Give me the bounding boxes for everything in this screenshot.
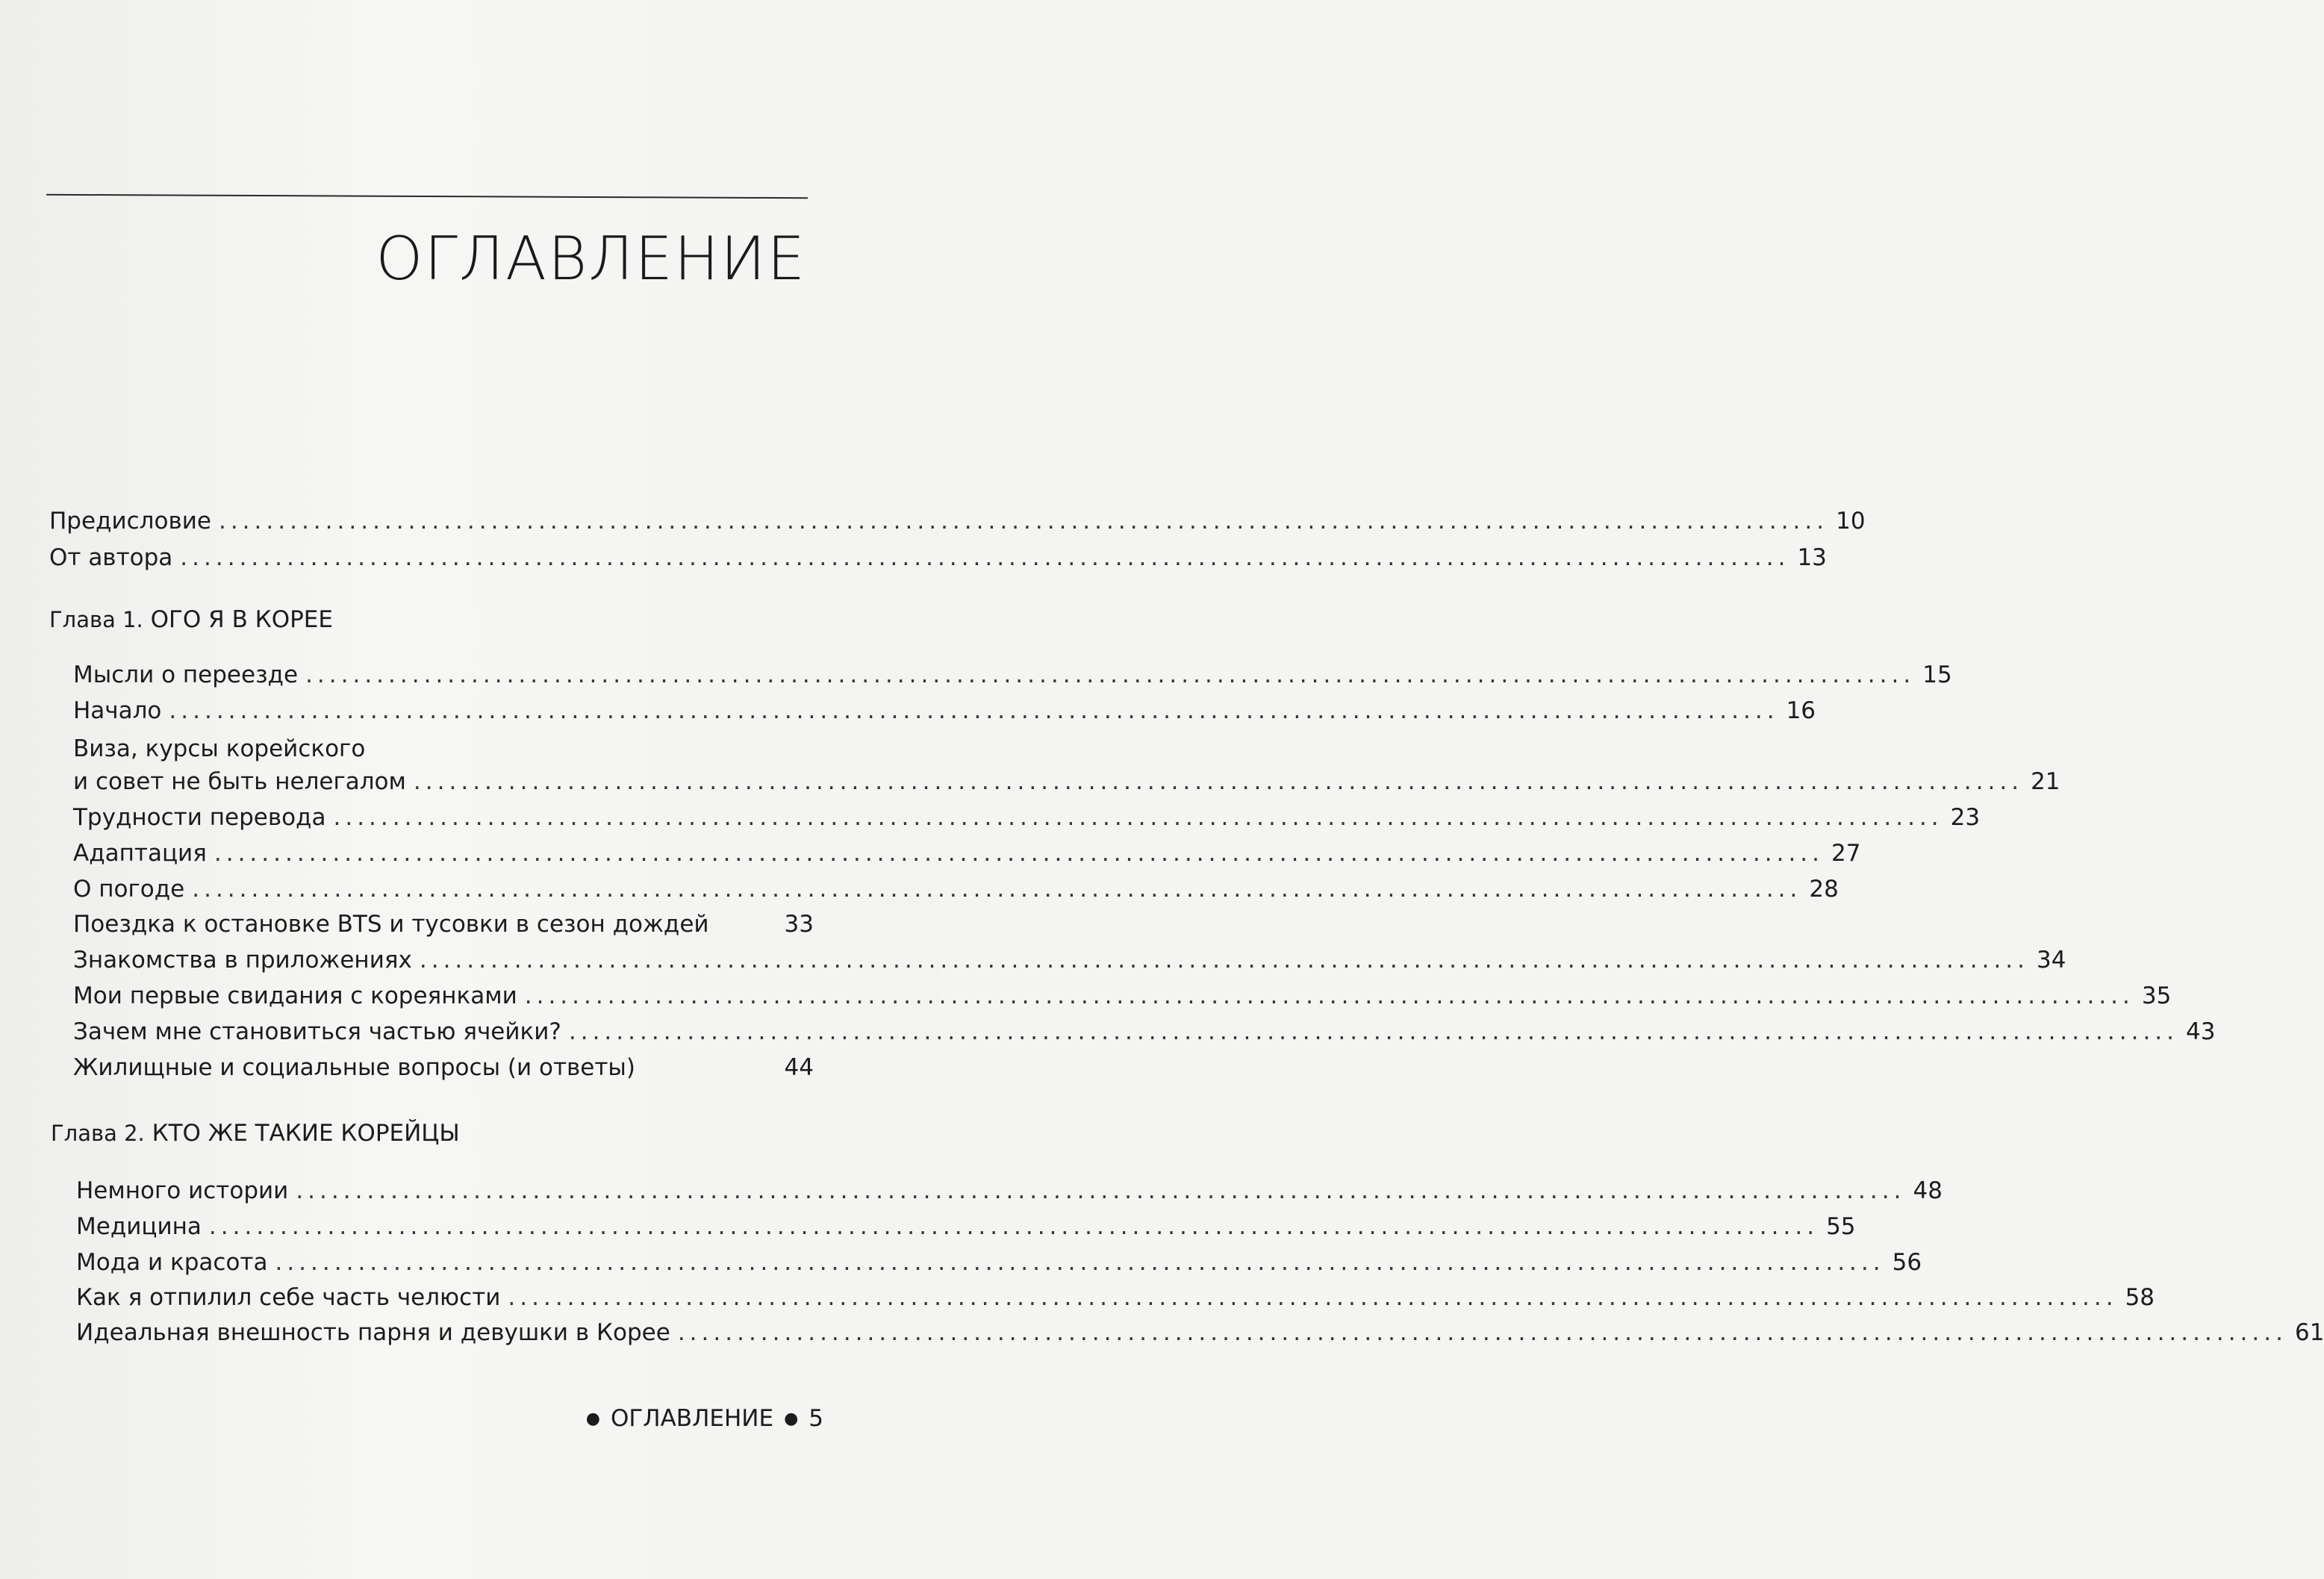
toc-entry-label: Мода и красота	[76, 1249, 268, 1276]
toc-page-number: 21	[2031, 768, 2060, 795]
dot-leader: ........................................................................................................................................	[192, 876, 1802, 903]
toc-entry-label: и совет не быть нелегалом	[73, 768, 406, 795]
toc-entry-preface	[49, 508, 1866, 535]
toc-entry-label: О погоде	[73, 876, 185, 903]
toc-page-number: 56	[1892, 1249, 1922, 1276]
toc-page-number: 23	[1950, 804, 1981, 831]
dot-leader: ........................................................................................................................................	[508, 1284, 2118, 1311]
dot-leader: ........................................................................................................................................	[677, 1319, 2287, 1346]
dot-leader: ........................................................................................................................................	[169, 697, 1779, 724]
toc-page-number: 61	[2294, 1319, 2324, 1346]
toc-entry-label-line1: Виза, курсы корейского	[73, 735, 366, 762]
chapter-title: КТО ЖЕ ТАКИЕ КОРЕЙЦЫ	[152, 1120, 460, 1147]
toc-entry-label: От автора	[49, 544, 173, 571]
toc-entry-label: Начало	[73, 697, 162, 724]
toc-entry	[73, 876, 1839, 903]
toc-entry-label: Жилищные и социальные вопросы (и ответы)	[73, 1054, 635, 1081]
toc-entry	[73, 982, 2172, 1009]
toc-entry-label: Поездка к остановке BTS и тусовки в сезон дождей	[73, 911, 709, 938]
page-number: 5	[809, 1405, 823, 1432]
toc-entry-label: Немного истории	[76, 1177, 289, 1204]
dot-leader: ........................................................................................................................................	[180, 544, 1790, 571]
dot-leader: ........................................................................................................................................	[413, 768, 2024, 795]
dot-leader: ........................................................................................................................................	[214, 840, 1825, 867]
toc-entry	[73, 768, 2060, 795]
dot-leader: ........................................................................................................................................	[333, 804, 1943, 831]
running-footer	[586, 1405, 823, 1432]
chapter-2-heading	[51, 1120, 460, 1147]
toc-entry	[73, 697, 1816, 724]
toc-page-number: 15	[1922, 661, 1952, 688]
top-rule	[46, 194, 808, 199]
toc-page-number: 44	[784, 1054, 814, 1081]
bullet-icon: ●	[784, 1409, 799, 1428]
toc-page-number: 16	[1786, 697, 1816, 724]
toc-entry	[76, 1177, 1943, 1204]
toc-entry-label: Предисловие	[49, 508, 211, 535]
chapter-1-heading	[49, 606, 333, 633]
toc-entry-author	[49, 544, 1827, 571]
toc-entry	[73, 661, 1952, 688]
toc-entry	[73, 947, 2066, 974]
dot-leader: ........................................................................................................................................	[568, 1018, 2179, 1045]
toc-entry-label: Знакомства в приложениях	[73, 947, 412, 974]
toc-page-number: 43	[2186, 1018, 2216, 1045]
chapter-title: ОГО Я В КОРЕЕ	[150, 606, 333, 633]
toc-entry-label: Трудности перевода	[73, 804, 326, 831]
dot-leader: ........................................................................................................................................	[296, 1177, 1906, 1204]
toc-entry	[76, 1213, 1856, 1240]
toc-entry-label: Как я отпилил себе часть челюсти	[76, 1284, 501, 1311]
page-title: ОГЛАВЛЕНИЕ	[376, 224, 806, 293]
toc-page-number: 48	[1913, 1177, 1943, 1204]
toc-page-number: 33	[784, 911, 814, 938]
footer-section-title: ОГЛАВЛЕНИЕ	[610, 1405, 774, 1432]
dot-leader: ........................................................................................................................................	[208, 1213, 1819, 1240]
toc-entry-label: Мои первые свидания с кореянками	[73, 982, 517, 1009]
toc-page-number: 28	[1809, 876, 1839, 903]
toc-entry	[73, 840, 1861, 867]
toc-page-number: 35	[2141, 982, 2172, 1009]
toc-page-number: 13	[1797, 544, 1827, 571]
toc-entry	[73, 911, 814, 938]
toc-entry-label: Зачем мне становиться частью ячейки?	[73, 1018, 561, 1045]
toc-entry	[73, 1054, 814, 1081]
chapter-number: Глава 2.	[51, 1121, 145, 1146]
toc-entry	[73, 1018, 2216, 1045]
toc-entry	[76, 1284, 2155, 1311]
dot-leader: ........................................................................................................................................	[524, 982, 2134, 1009]
toc-entry-label: Медицина	[76, 1213, 202, 1240]
chapter-number: Глава 1.	[49, 607, 143, 632]
dot-leader: ........................................................................................................................................	[218, 508, 1829, 535]
toc-entry	[73, 804, 1981, 831]
toc-entry	[76, 1319, 2324, 1346]
toc-entry-label: Идеальная внешность парня и девушки в Корее	[76, 1319, 670, 1346]
toc-page-number: 34	[2037, 947, 2066, 974]
bullet-icon: ●	[585, 1409, 600, 1428]
toc-page-number: 58	[2125, 1284, 2155, 1311]
toc-page-number: 27	[1831, 840, 1861, 867]
dot-leader: ........................................................................................................................................	[305, 661, 1916, 688]
toc-page-number: 55	[1826, 1213, 1856, 1240]
dot-leader: ........................................................................................................................................	[275, 1249, 1885, 1276]
toc-entry-label: Адаптация	[73, 840, 207, 867]
toc-page-number: 10	[1836, 508, 1866, 535]
toc-entry	[76, 1249, 1922, 1276]
dot-leader: ........................................................................................................................................	[419, 947, 2030, 974]
toc-entry-label: Мысли о переезде	[73, 661, 299, 688]
